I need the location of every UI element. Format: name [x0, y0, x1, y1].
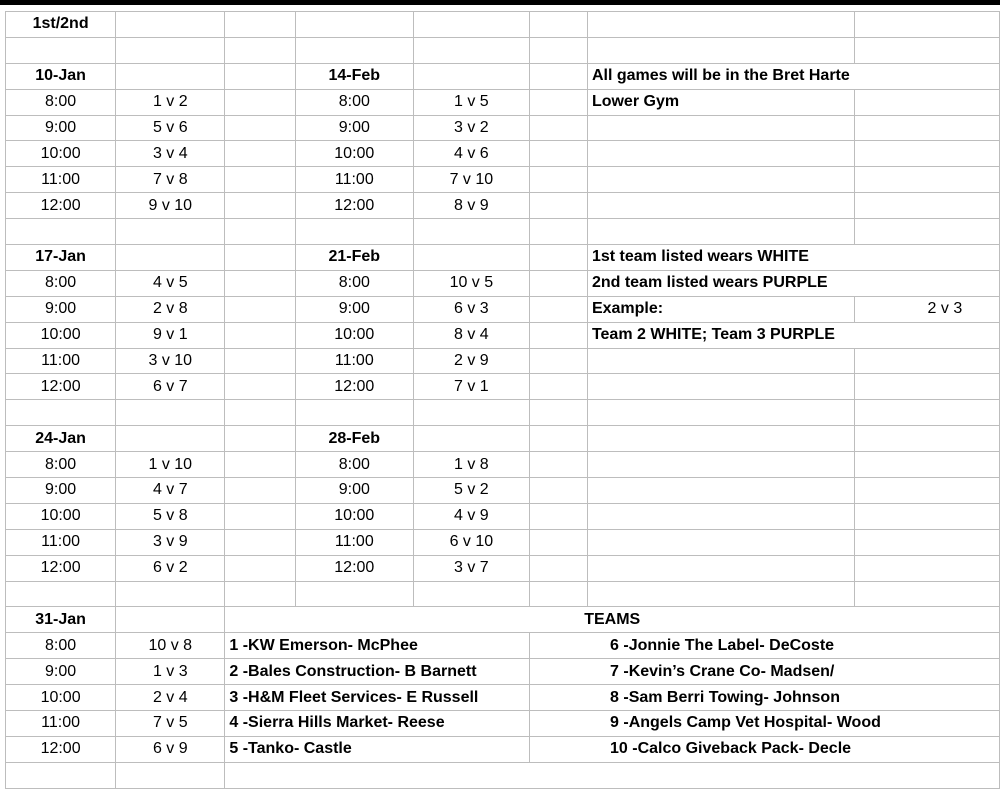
- date-header: 17-Jan: [6, 245, 116, 271]
- game-time: 10:00: [6, 141, 116, 167]
- game-matchup: 9 v 1: [116, 322, 225, 348]
- game-time: 8:00: [6, 633, 116, 659]
- game-matchup: 3 v 2: [413, 115, 529, 141]
- game-time: 11:00: [6, 529, 116, 555]
- game-matchup: 1 v 5: [413, 89, 529, 115]
- game-matchup: 8 v 9: [413, 193, 529, 219]
- team-entry: 6 -Jonnie The Label- DeCoste: [530, 633, 1000, 659]
- game-time: 12:00: [6, 736, 116, 762]
- game-time: 10:00: [295, 322, 413, 348]
- game-matchup: 6 v 2: [116, 555, 225, 581]
- date-header: 10-Jan: [6, 63, 116, 89]
- team-entry: 10 -Calco Giveback Pack- Decle: [530, 736, 1000, 762]
- game-matchup: 10 v 8: [116, 633, 225, 659]
- game-time: 11:00: [6, 348, 116, 374]
- location-note: All games will be in the Bret Harte: [587, 63, 854, 89]
- game-time: 11:00: [6, 167, 116, 193]
- game-time: 8:00: [6, 89, 116, 115]
- game-time: 8:00: [6, 270, 116, 296]
- purple-note: 2nd team listed wears PURPLE: [587, 270, 854, 296]
- game-time: 9:00: [295, 115, 413, 141]
- example-label: Example:: [587, 296, 854, 322]
- game-matchup: 1 v 8: [413, 452, 529, 478]
- game-matchup: 7 v 1: [413, 374, 529, 400]
- game-matchup: 3 v 4: [116, 141, 225, 167]
- game-time: 10:00: [6, 503, 116, 529]
- game-matchup: 10 v 5: [413, 270, 529, 296]
- date-header: 14-Feb: [295, 63, 413, 89]
- game-matchup: 2 v 8: [116, 296, 225, 322]
- team-entry: 9 -Angels Camp Vet Hospital- Wood: [530, 711, 1000, 737]
- game-matchup: 4 v 7: [116, 478, 225, 504]
- game-time: 11:00: [6, 711, 116, 737]
- game-time: 8:00: [6, 452, 116, 478]
- example-result: Team 2 WHITE; Team 3 PURPLE: [587, 322, 854, 348]
- team-entry: 7 -Kevin’s Crane Co- Madsen/: [530, 659, 1000, 685]
- date-header: 21-Feb: [295, 245, 413, 271]
- game-time: 12:00: [6, 555, 116, 581]
- game-time: 10:00: [6, 322, 116, 348]
- sheet-title: 1st/2nd: [6, 12, 116, 38]
- game-matchup: 7 v 10: [413, 167, 529, 193]
- game-matchup: 3 v 9: [116, 529, 225, 555]
- game-matchup: 7 v 5: [116, 711, 225, 737]
- game-time: 10:00: [295, 503, 413, 529]
- game-time: 9:00: [295, 296, 413, 322]
- location-note-line2: Lower Gym: [587, 89, 854, 115]
- game-matchup: 6 v 9: [116, 736, 225, 762]
- team-entry: 2 -Bales Construction- B Barnett: [225, 659, 530, 685]
- schedule-grid: [5, 11, 1000, 789]
- game-matchup: 1 v 3: [116, 659, 225, 685]
- white-note: 1st team listed wears WHITE: [587, 245, 854, 271]
- team-entry: 3 -H&M Fleet Services- E Russell: [225, 685, 530, 711]
- game-matchup: 9 v 10: [116, 193, 225, 219]
- game-time: 9:00: [6, 115, 116, 141]
- game-time: 9:00: [6, 478, 116, 504]
- team-entry: 1 -KW Emerson- McPhee: [225, 633, 530, 659]
- game-time: 9:00: [295, 478, 413, 504]
- game-time: 8:00: [295, 89, 413, 115]
- game-time: 8:00: [295, 452, 413, 478]
- game-matchup: 1 v 10: [116, 452, 225, 478]
- game-matchup: 6 v 3: [413, 296, 529, 322]
- game-matchup: 2 v 9: [413, 348, 529, 374]
- game-matchup: 3 v 10: [116, 348, 225, 374]
- game-time: 12:00: [6, 193, 116, 219]
- game-time: 10:00: [295, 141, 413, 167]
- team-entry: 5 -Tanko- Castle: [225, 736, 530, 762]
- team-entry: 8 -Sam Berri Towing- Johnson: [530, 685, 1000, 711]
- game-matchup: 1 v 2: [116, 89, 225, 115]
- game-time: 9:00: [6, 296, 116, 322]
- game-time: 10:00: [6, 685, 116, 711]
- game-time: 9:00: [6, 659, 116, 685]
- game-matchup: 6 v 10: [413, 529, 529, 555]
- game-matchup: 5 v 8: [116, 503, 225, 529]
- game-matchup: 2 v 4: [116, 685, 225, 711]
- game-time: 8:00: [295, 270, 413, 296]
- game-time: 12:00: [295, 374, 413, 400]
- game-matchup: 4 v 9: [413, 503, 529, 529]
- date-header: 24-Jan: [6, 426, 116, 452]
- game-matchup: 4 v 5: [116, 270, 225, 296]
- team-entry: 4 -Sierra Hills Market- Reese: [225, 711, 530, 737]
- game-time: 12:00: [295, 555, 413, 581]
- teams-header: TEAMS: [225, 607, 1000, 633]
- game-time: 11:00: [295, 529, 413, 555]
- game-matchup: 4 v 6: [413, 141, 529, 167]
- game-matchup: 8 v 4: [413, 322, 529, 348]
- game-time: 11:00: [295, 348, 413, 374]
- game-time: 12:00: [6, 374, 116, 400]
- game-matchup: 6 v 7: [116, 374, 225, 400]
- date-header: 31-Jan: [6, 607, 116, 633]
- top-border: [0, 0, 1000, 5]
- game-matchup: 7 v 8: [116, 167, 225, 193]
- game-matchup: 5 v 6: [116, 115, 225, 141]
- example-game: 2 v 3: [854, 296, 999, 322]
- game-time: 11:00: [295, 167, 413, 193]
- game-time: 12:00: [295, 193, 413, 219]
- game-matchup: 5 v 2: [413, 478, 529, 504]
- game-matchup: 3 v 7: [413, 555, 529, 581]
- date-header: 28-Feb: [295, 426, 413, 452]
